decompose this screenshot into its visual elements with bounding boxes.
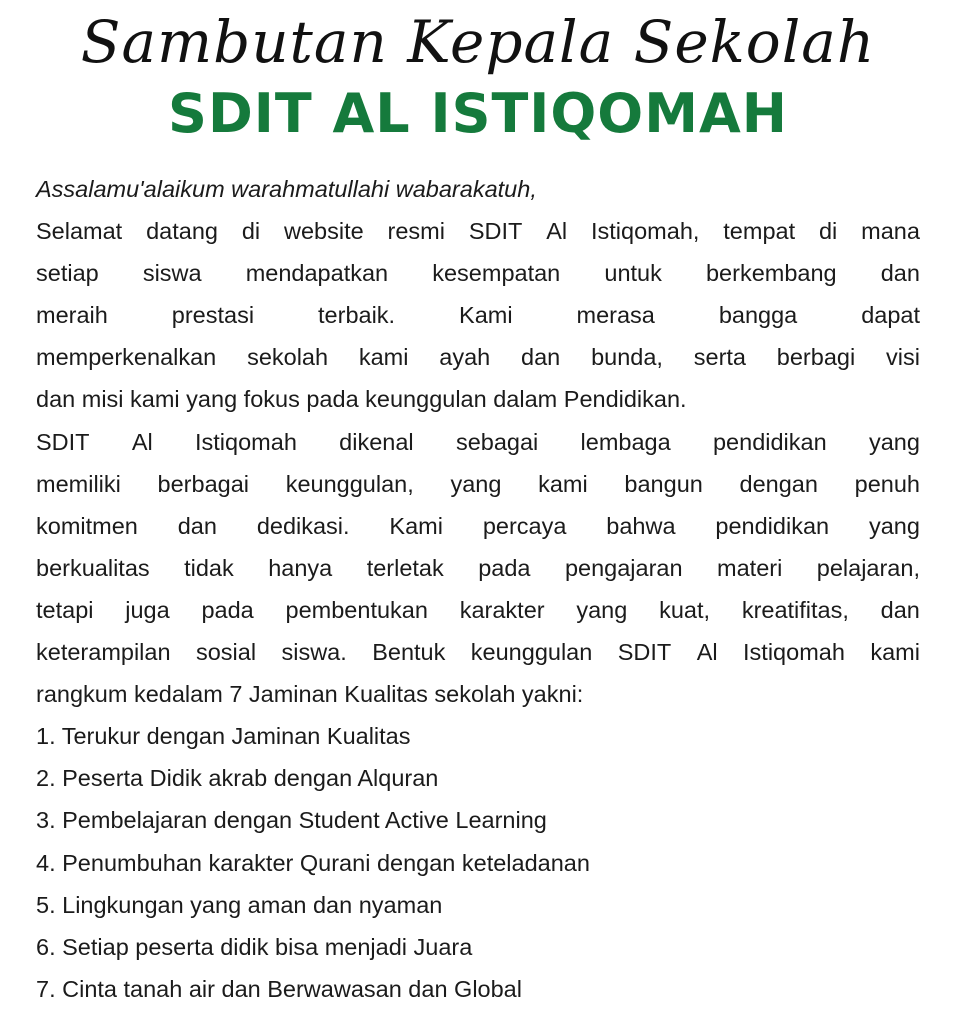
- paragraph-line: [36, 631, 920, 673]
- word: sekolah: [247, 344, 329, 371]
- word: pembentukan: [285, 596, 428, 623]
- word: berkualitas: [36, 554, 150, 581]
- paragraph-line: [36, 505, 920, 547]
- word: dan: [521, 344, 561, 371]
- word: penuh: [854, 470, 920, 497]
- school-name-title: SDIT AL ISTIQOMAH: [168, 82, 788, 145]
- word: yang: [868, 512, 920, 539]
- paragraph-line: [36, 336, 920, 378]
- word: materi: [717, 554, 783, 581]
- paragraph-line: [36, 589, 920, 631]
- word: Istiqomah: [195, 428, 297, 455]
- word: mendapatkan: [245, 260, 389, 287]
- word: sosial: [195, 639, 257, 666]
- word: yang: [868, 428, 920, 455]
- word: karakter: [459, 596, 545, 623]
- word: tetapi: [36, 596, 94, 623]
- word: Al: [131, 428, 153, 455]
- word: komitmen: [36, 512, 138, 539]
- word: berkembang: [705, 260, 837, 287]
- word: lembaga: [580, 428, 671, 455]
- paragraph-excellence: [36, 421, 920, 716]
- script-title: Sambutan Kepala Sekolah: [80, 8, 876, 76]
- word: pendidikan: [712, 428, 827, 455]
- list-item: 1. Terukur dengan Jaminan Kualitas: [36, 723, 411, 750]
- word: siswa.: [281, 639, 347, 666]
- paragraph-line-last: rangkum kedalam 7 Jaminan Kualitas sekolah yakni:: [36, 681, 584, 708]
- word: serta: [693, 344, 746, 371]
- word: dapat: [861, 302, 920, 329]
- word: dan: [880, 596, 920, 623]
- word: dan: [880, 260, 920, 287]
- word: juga: [125, 596, 170, 623]
- paragraph-line: [36, 463, 920, 505]
- word: di: [241, 218, 261, 245]
- word: setiap: [36, 260, 99, 287]
- word: keterampilan: [36, 639, 171, 666]
- word: kreatifitas,: [741, 596, 849, 623]
- word: di: [818, 218, 838, 245]
- page-header: [0, 0, 956, 160]
- word: memperkenalkan: [36, 344, 217, 371]
- word: Kami: [459, 302, 513, 329]
- word: Bentuk: [372, 639, 446, 666]
- word: berbagi: [776, 344, 856, 371]
- word: berbagai: [157, 470, 250, 497]
- word: pelajaran,: [816, 554, 920, 581]
- word: SDIT: [468, 218, 523, 245]
- word: dan: [177, 512, 217, 539]
- word: Selamat: [36, 218, 123, 245]
- word: Istiqomah: [743, 639, 845, 666]
- paragraph-intro: [36, 210, 920, 420]
- paragraph-line: [36, 210, 920, 252]
- list-item: 2. Peserta Didik akrab dengan Alquran: [36, 765, 439, 792]
- welcome-message: [36, 168, 920, 1010]
- word: Istiqomah,: [591, 218, 700, 245]
- word: pada: [478, 554, 531, 581]
- quality-list: [36, 715, 920, 1010]
- word: terletak: [366, 554, 444, 581]
- word: website: [283, 218, 364, 245]
- word: bangun: [624, 470, 703, 497]
- word: prestasi: [171, 302, 255, 329]
- word: dengan: [739, 470, 818, 497]
- word: SDIT: [617, 639, 672, 666]
- word: visi: [886, 344, 920, 371]
- word: percaya: [482, 512, 567, 539]
- list-item: 4. Penumbuhan karakter Qurani dengan keteladanan: [36, 849, 590, 876]
- word: kami: [870, 639, 920, 666]
- word: tempat: [723, 218, 796, 245]
- word: dikenal: [339, 428, 414, 455]
- word: mana: [861, 218, 920, 245]
- word: ayah: [439, 344, 491, 371]
- word: kami: [538, 470, 588, 497]
- word: pada: [201, 596, 254, 623]
- word: Al: [546, 218, 568, 245]
- word: bahwa: [606, 512, 676, 539]
- word: terbaik.: [318, 302, 396, 329]
- paragraph-line: [36, 252, 920, 294]
- word: dedikasi.: [256, 512, 350, 539]
- word: yang: [450, 470, 502, 497]
- word: merasa: [576, 302, 655, 329]
- word: tidak: [184, 554, 234, 581]
- word: siswa: [142, 260, 202, 287]
- word: keunggulan: [470, 639, 593, 666]
- word: kuat,: [659, 596, 711, 623]
- word: resmi: [387, 218, 445, 245]
- word: sebagai: [455, 428, 539, 455]
- word: pendidikan: [715, 512, 830, 539]
- list-item: 7. Cinta tanah air dan Berwawasan dan Global: [36, 975, 522, 1002]
- paragraph-line: [36, 547, 920, 589]
- paragraph-line-last: dan misi kami yang fokus pada keunggulan dalam Pendidikan.: [36, 386, 687, 413]
- word: pengajaran: [564, 554, 683, 581]
- word: keunggulan,: [285, 470, 414, 497]
- word: kesempatan: [432, 260, 561, 287]
- greeting-line: Assalamu'alaikum warahmatullahi wabarakatuh,: [36, 176, 537, 202]
- word: bangga: [718, 302, 798, 329]
- word: Kami: [389, 512, 443, 539]
- word: yang: [576, 596, 628, 623]
- list-item: 5. Lingkungan yang aman dan nyaman: [36, 891, 443, 918]
- list-item: 6. Setiap peserta didik bisa menjadi Juara: [36, 933, 473, 960]
- word: kami: [358, 344, 409, 371]
- word: hanya: [268, 554, 333, 581]
- list-item: 3. Pembelajaran dengan Student Active Learning: [36, 807, 547, 834]
- word: untuk: [604, 260, 662, 287]
- word: bunda,: [591, 344, 663, 371]
- word: Al: [696, 639, 718, 666]
- paragraph-line: [36, 421, 920, 463]
- word: datang: [146, 218, 218, 245]
- paragraph-line: [36, 294, 920, 336]
- word: SDIT: [36, 428, 90, 455]
- word: memiliki: [36, 470, 121, 497]
- word: meraih: [36, 302, 108, 329]
